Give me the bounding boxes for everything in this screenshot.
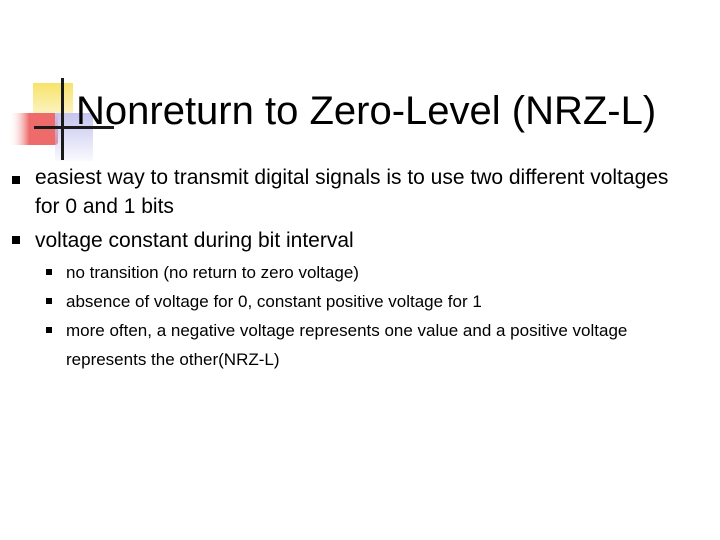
- square-bullet-icon: [46, 327, 52, 333]
- square-bullet-icon: [46, 298, 52, 304]
- sub-bullet-text: absence of voltage for 0, constant positive voltage for 1: [66, 292, 482, 311]
- square-bullet-icon: [46, 269, 52, 275]
- sub-bullet-text: more often, a negative voltage represents one value and a positive voltage represents the other(NRZ-L): [66, 321, 628, 369]
- square-bullet-icon: [12, 176, 20, 184]
- bullet-text: easiest way to transmit digital signals is to use two different voltages for 0 and 1 bits: [35, 166, 669, 218]
- sub-bullet-text: no transition (no return to zero voltage): [66, 263, 359, 282]
- slide-title: Nonreturn to Zero-Level (NRZ-L): [76, 89, 657, 133]
- square-bullet-icon: [12, 236, 20, 244]
- bullet-text: voltage constant during bit interval: [35, 229, 354, 252]
